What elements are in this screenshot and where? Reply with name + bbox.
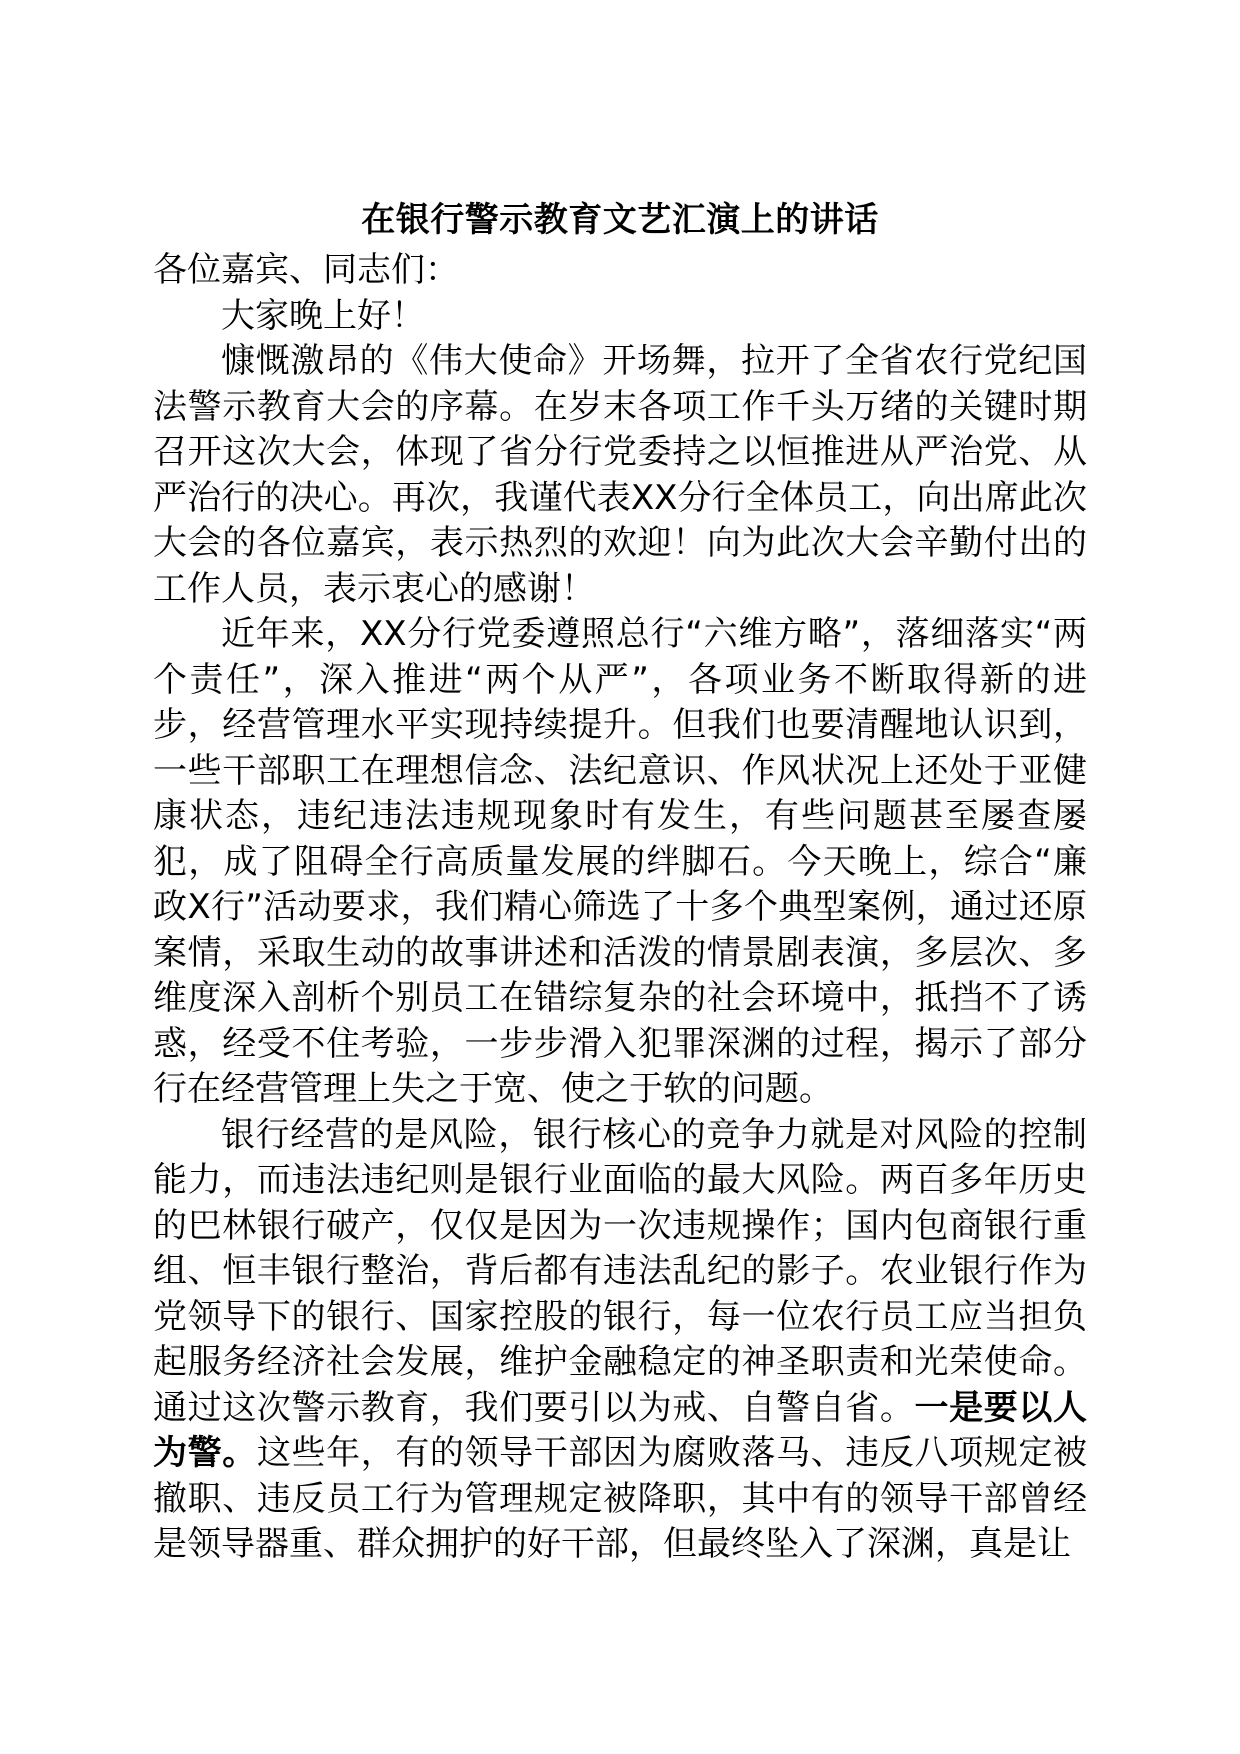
greeting: 大家晚上好！ xyxy=(221,295,425,336)
paragraph-risk-continuation: 这些年，有的领导干部因为腐败落马、违反八项规定被撤职、违反员工行为管理规定被降职，其中有的领导干部曾经是领导器重、群众拥护的好干部，但最终坠入了深渊，真是让 xyxy=(153,1433,1088,1564)
salutation: 各位嘉宾、同志们： xyxy=(153,250,459,290)
document-body xyxy=(153,248,1087,1568)
paragraph-opening: 慷慨激昂的《伟大使命》开场舞，拉开了全省农行党纪国法警示教育大会的序幕。在岁末各项工作千头万绪的关键时期召开这次大会，体现了省分行党委持之以恒推进从严治党、从严治行的决心。再次，我谨代表XX分行全体员工，向出席此次大会的各位嘉宾，表示热烈的欢迎！向为此次大会辛勤付出的工作人员，表示衷心的感谢！ xyxy=(153,341,1087,609)
paragraph-risk xyxy=(153,1113,1087,1568)
emphasis-heading: 一是要以人为警。 xyxy=(153,1387,1088,1473)
paragraph-recent-years: 近年来，XX分行党委遵照总行“六维方略”，落细落实“两个责任”，深入推进“两个从严”，各项业务不断取得新的进步，经营管理水平实现持续提升。但我们也要清醒地认识到，一些干部职工在理想信念、法纪意识、作风状况上还处于亚健康状态，违纪违法违规现象时有发生，有些问题甚至屡查屡犯，成了阻碍全行高质量发展的绊脚石。今天晚上，综合“廉政X行”活动要求，我们精心筛选了十多个典型案例，通过还原案情，采取生动的故事讲述和活泼的情景剧表演，多层次、多维度深入剖析个别员工在错综复杂的社会环境中，抵挡不了诱惑，经受不住考验，一步步滑入犯罪深渊的过程，揭示了部分行在经营管理上失之于宽、使之于软的问题。 xyxy=(153,614,1087,1109)
document-title: 在银行警示教育文艺汇演上的讲话 xyxy=(361,200,879,240)
paragraph-risk-text: 银行经营的是风险，银行核心的竞争力就是对风险的控制能力，而违法违纪则是银行业面临的最大风险。两百多年历史的巴林银行破产，仅仅是因为一次违规操作；国内包商银行重组、恒丰银行整治，背后都有违法乱纪的影子。农业银行作为党领导下的银行、国家控股的银行，每一位农行员工应当担负起服务经济社会发展，维护金融稳定的神圣职责和光荣使命。通过这次警示教育，我们要引以为戒、自警自省。 xyxy=(153,1114,1087,1428)
